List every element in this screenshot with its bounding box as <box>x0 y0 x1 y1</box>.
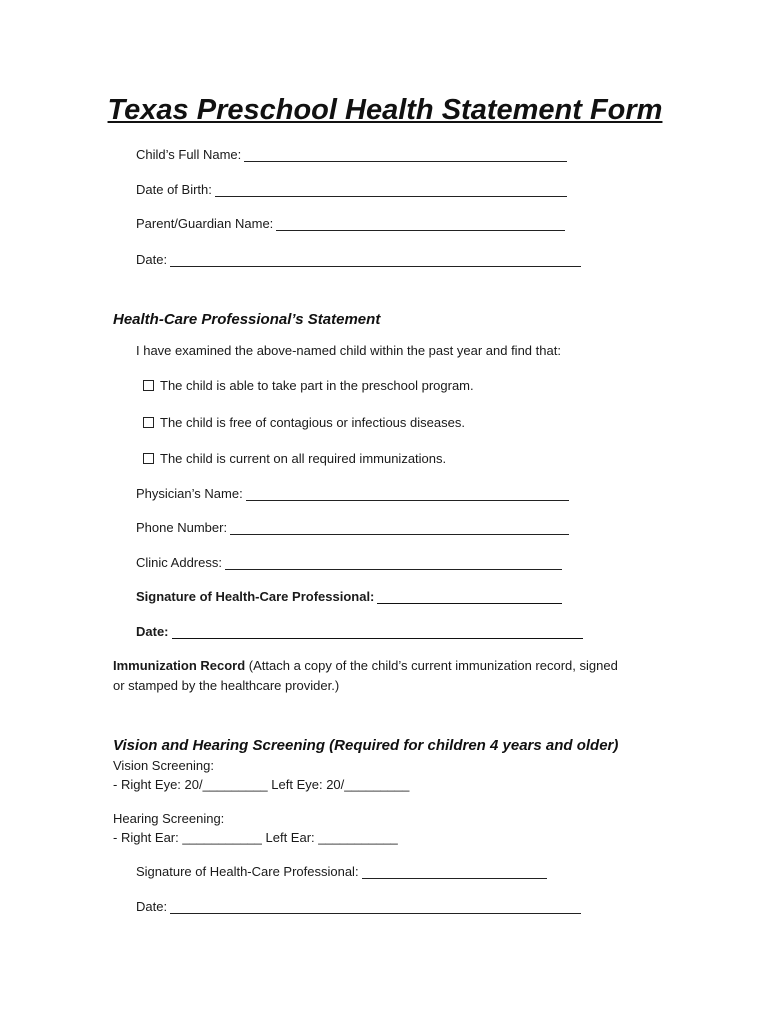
immunization-label: Immunization Record <box>113 658 246 673</box>
parent-name-line[interactable] <box>276 218 565 231</box>
date-line[interactable] <box>170 254 581 267</box>
dob-field[interactable] <box>136 182 567 197</box>
parent-name-field[interactable] <box>136 216 565 231</box>
screening-date-line[interactable] <box>170 901 581 914</box>
physician-line[interactable] <box>246 488 569 501</box>
phone-field[interactable] <box>136 520 569 535</box>
date-label: Date: <box>136 252 168 267</box>
dob-line[interactable] <box>215 184 567 197</box>
vision-line[interactable]: - Right Eye: 20/_________ Left Eye: 20/_________ <box>113 777 410 792</box>
child-name-field[interactable] <box>136 147 567 162</box>
hcp-intro: I have examined the above-named child within the past year and find that: <box>136 343 561 358</box>
checkbox-icon[interactable] <box>143 453 154 464</box>
hcp-date-field[interactable] <box>136 624 583 639</box>
date-field[interactable] <box>136 252 581 267</box>
form-title: Texas Preschool Health Statement Form <box>107 94 663 126</box>
check-item-immunizations[interactable] <box>143 451 446 466</box>
hcp-signature-label: Signature of Health-Care Professional: <box>136 589 375 604</box>
physician-label: Physician’s Name: <box>136 486 243 501</box>
child-name-line[interactable] <box>244 149 567 162</box>
dob-label: Date of Birth: <box>136 182 212 197</box>
screening-signature-line[interactable] <box>362 866 547 879</box>
parent-name-label: Parent/Guardian Name: <box>136 216 274 231</box>
immunization-note-line2: or stamped by the healthcare provider.) <box>113 678 340 693</box>
hearing-label: Hearing Screening: <box>113 811 225 826</box>
child-name-label: Child’s Full Name: <box>136 147 242 162</box>
screening-heading: Vision and Hearing Screening (Required for children 4 years and older) <box>113 737 619 754</box>
check-label-immunizations: The child is current on all required immunizations. <box>160 451 447 466</box>
checkbox-icon[interactable] <box>143 417 154 428</box>
immunization-note <box>113 656 658 696</box>
clinic-line[interactable] <box>225 557 562 570</box>
check-item-contagious[interactable] <box>143 415 465 430</box>
phone-label: Phone Number: <box>136 520 228 535</box>
vision-label: Vision Screening: <box>113 758 214 773</box>
check-item-program[interactable] <box>143 378 474 393</box>
checkbox-icon[interactable] <box>143 380 154 391</box>
hearing-line[interactable]: - Right Ear: ___________ Left Ear: ___________ <box>113 830 398 845</box>
screening-date-label: Date: <box>136 899 168 914</box>
hcp-signature-field[interactable] <box>136 589 562 604</box>
hcp-signature-line[interactable] <box>377 591 562 604</box>
screening-signature-label: Signature of Health-Care Professional: <box>136 864 359 879</box>
screening-signature-field[interactable] <box>136 864 547 879</box>
hcp-heading: Health-Care Professional’s Statement <box>113 311 381 328</box>
hcp-date-line[interactable] <box>172 626 583 639</box>
clinic-label: Clinic Address: <box>136 555 222 570</box>
screening-date-field[interactable] <box>136 899 581 914</box>
phone-line[interactable] <box>230 522 569 535</box>
clinic-field[interactable] <box>136 555 562 570</box>
check-label-program: The child is able to take part in the preschool program. <box>160 378 474 393</box>
check-label-contagious: The child is free of contagious or infectious diseases. <box>160 415 465 430</box>
physician-field[interactable] <box>136 486 569 501</box>
hcp-date-label: Date: <box>136 624 169 639</box>
immunization-note-line1: (Attach a copy of the child’s current immunization record, signed <box>245 658 618 673</box>
